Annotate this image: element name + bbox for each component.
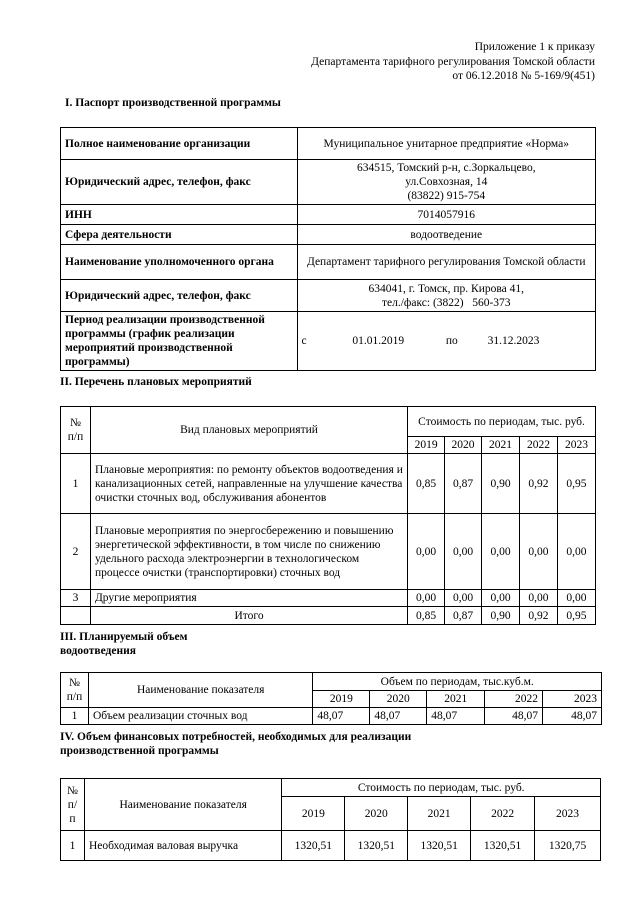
col-name-header: Наименование показателя: [84, 779, 281, 831]
measure-name: Плановые мероприятия по энергосбережению и повышению энергетической эффективности, в том числе по снижению удельного расхода электроэнергии в технологическом процессе очистки (транспортировки) сточных вод: [90, 514, 407, 590]
row-num: 1: [61, 831, 85, 861]
table-row: [61, 514, 596, 590]
passport-label: Сфера деятельности: [61, 225, 298, 245]
period-from-date: 01.01.2019: [352, 335, 405, 347]
col-num-header: № п/п: [61, 673, 89, 708]
passport-label: ИНН: [61, 205, 298, 225]
cost-value: 0,00: [408, 514, 445, 590]
finance-value: 1320,51: [471, 831, 535, 861]
table-header-row: [61, 779, 601, 797]
col-num-header: № п/ п: [61, 779, 85, 831]
cost-value: 0,00: [408, 590, 445, 607]
total-value: 0,92: [520, 607, 558, 625]
period-to-date: 31.12.2023: [487, 335, 540, 347]
indicator-name: Объем реализации сточных вод: [88, 708, 312, 725]
cost-value: 0,95: [557, 454, 595, 514]
passport-value: Муниципальное унитарное предприятие «Норма»: [297, 128, 595, 160]
section4-title: IV. Объем финансовых потребностей, необходимых для реализации производственной программы: [60, 731, 412, 757]
financial-needs-table: [60, 778, 601, 861]
measure-name: Другие мероприятия: [90, 590, 407, 607]
cost-value: 0,00: [445, 590, 482, 607]
finance-value: 1320,51: [282, 831, 345, 861]
passport-label: Период реализации производственной программы (график реализации мероприятий производственной программы): [61, 312, 298, 371]
year-header: 2022: [520, 437, 558, 454]
year-header: 2021: [427, 691, 485, 708]
table-row: [61, 205, 596, 225]
year-header: 2022: [485, 691, 543, 708]
period-from-word: с: [301, 335, 307, 347]
volume-value: 48,07: [313, 708, 370, 725]
section3-title: III. Планируемый объем водоотведения: [60, 631, 188, 657]
cost-value: 0,00: [482, 514, 520, 590]
period-to-word: по: [445, 335, 458, 347]
finance-value: 1320,51: [408, 831, 471, 861]
cost-value: 0,85: [408, 454, 445, 514]
col-num-header: № п/п: [61, 407, 91, 454]
year-header: 2019: [408, 437, 445, 454]
table-header-row: [61, 407, 596, 437]
cost-value: 0,00: [557, 590, 595, 607]
table-row: [61, 128, 596, 160]
table-row: [61, 225, 596, 245]
header-line-3: от 06.12.2018 № 5-169/9(451): [452, 70, 595, 82]
volume-table: [60, 672, 602, 725]
col-name-header: Наименование показателя: [88, 673, 312, 708]
passport-label: Юридический адрес, телефон, факс: [61, 160, 298, 205]
cost-value: 0,00: [482, 590, 520, 607]
year-header: 2023: [535, 797, 601, 831]
measure-name: Плановые мероприятия: по ремонту объектов водоотведения и канализационных сетей, направленные на улучшение качества очистки сточных вод, обслуживания абонентов: [90, 454, 407, 514]
volume-value: 48,07: [543, 708, 602, 725]
passport-value: 7014057916: [297, 205, 595, 225]
row-num: 1: [61, 708, 89, 725]
section1-title: I. Паспорт производственной программы: [65, 97, 281, 109]
cost-value: 0,00: [445, 514, 482, 590]
volume-value: 48,07: [485, 708, 543, 725]
table-row: [61, 245, 596, 280]
total-value: 0,85: [408, 607, 445, 625]
table-row: [61, 708, 602, 725]
table-row: [61, 312, 596, 371]
total-value: 0,90: [482, 607, 520, 625]
total-value: 0,95: [557, 607, 595, 625]
passport-value: водоотведение: [297, 225, 595, 245]
year-header: 2021: [408, 797, 471, 831]
measures-table: [60, 406, 596, 625]
col-name-header: Вид плановых мероприятий: [90, 407, 407, 454]
year-header: 2023: [557, 437, 595, 454]
table-row: [61, 160, 596, 205]
table-row: [61, 454, 596, 514]
year-header: 2020: [345, 797, 408, 831]
cost-value: 0,00: [520, 514, 558, 590]
table-row: [61, 831, 601, 861]
col-cost-header: Стоимость по периодам, тыс. руб.: [282, 779, 601, 797]
passport-table: [60, 127, 596, 371]
finance-value: 1320,75: [535, 831, 601, 861]
table-header-row: [61, 673, 602, 691]
cost-value: 0,90: [482, 454, 520, 514]
year-header: 2019: [282, 797, 345, 831]
year-header: 2020: [445, 437, 482, 454]
total-value: 0,87: [445, 607, 482, 625]
cost-value: 0,87: [445, 454, 482, 514]
passport-label: Наименование уполномоченного органа: [61, 245, 298, 280]
total-label: Итого: [90, 607, 407, 625]
passport-label: Полное наименование организации: [61, 128, 298, 160]
passport-value: 634041, г. Томск, пр. Кирова 41, тел./факс: (3822) 560-373: [297, 280, 595, 312]
section2-title: II. Перечень плановых мероприятий: [60, 376, 252, 388]
cost-value: 0,00: [557, 514, 595, 590]
header-line-1: Приложение 1 к приказу: [474, 41, 595, 53]
col-cost-header: Стоимость по периодам, тыс. руб.: [408, 407, 596, 437]
row-num: 1: [61, 454, 91, 514]
header-line-2: Департамента тарифного регулирования Томской области: [311, 55, 595, 68]
year-header: 2021: [482, 437, 520, 454]
total-row: [61, 607, 596, 625]
row-num: 2: [61, 514, 91, 590]
passport-value: Департамент тарифного регулирования Томской области: [297, 245, 595, 280]
year-header: 2019: [313, 691, 370, 708]
passport-label: Юридический адрес, телефон, факс: [61, 280, 298, 312]
volume-value: 48,07: [370, 708, 427, 725]
cost-value: 0,00: [520, 590, 558, 607]
year-header: 2023: [543, 691, 602, 708]
year-header: 2020: [370, 691, 427, 708]
cost-value: 0,92: [520, 454, 558, 514]
implementation-period: [297, 312, 595, 371]
order-reference: [311, 40, 595, 84]
col-volume-header: Объем по периодам, тыс.куб.м.: [313, 673, 602, 691]
indicator-name: Необходимая валовая выручка: [84, 831, 281, 861]
table-row: [61, 280, 596, 312]
finance-value: 1320,51: [345, 831, 408, 861]
row-num: 3: [61, 590, 91, 607]
year-header: 2022: [471, 797, 535, 831]
volume-value: 48,07: [427, 708, 485, 725]
passport-value: 634515, Томский р-н, с.Зоркальцево, ул.Совхозная, 14 (83822) 915-754: [297, 160, 595, 205]
table-row: [61, 590, 596, 607]
